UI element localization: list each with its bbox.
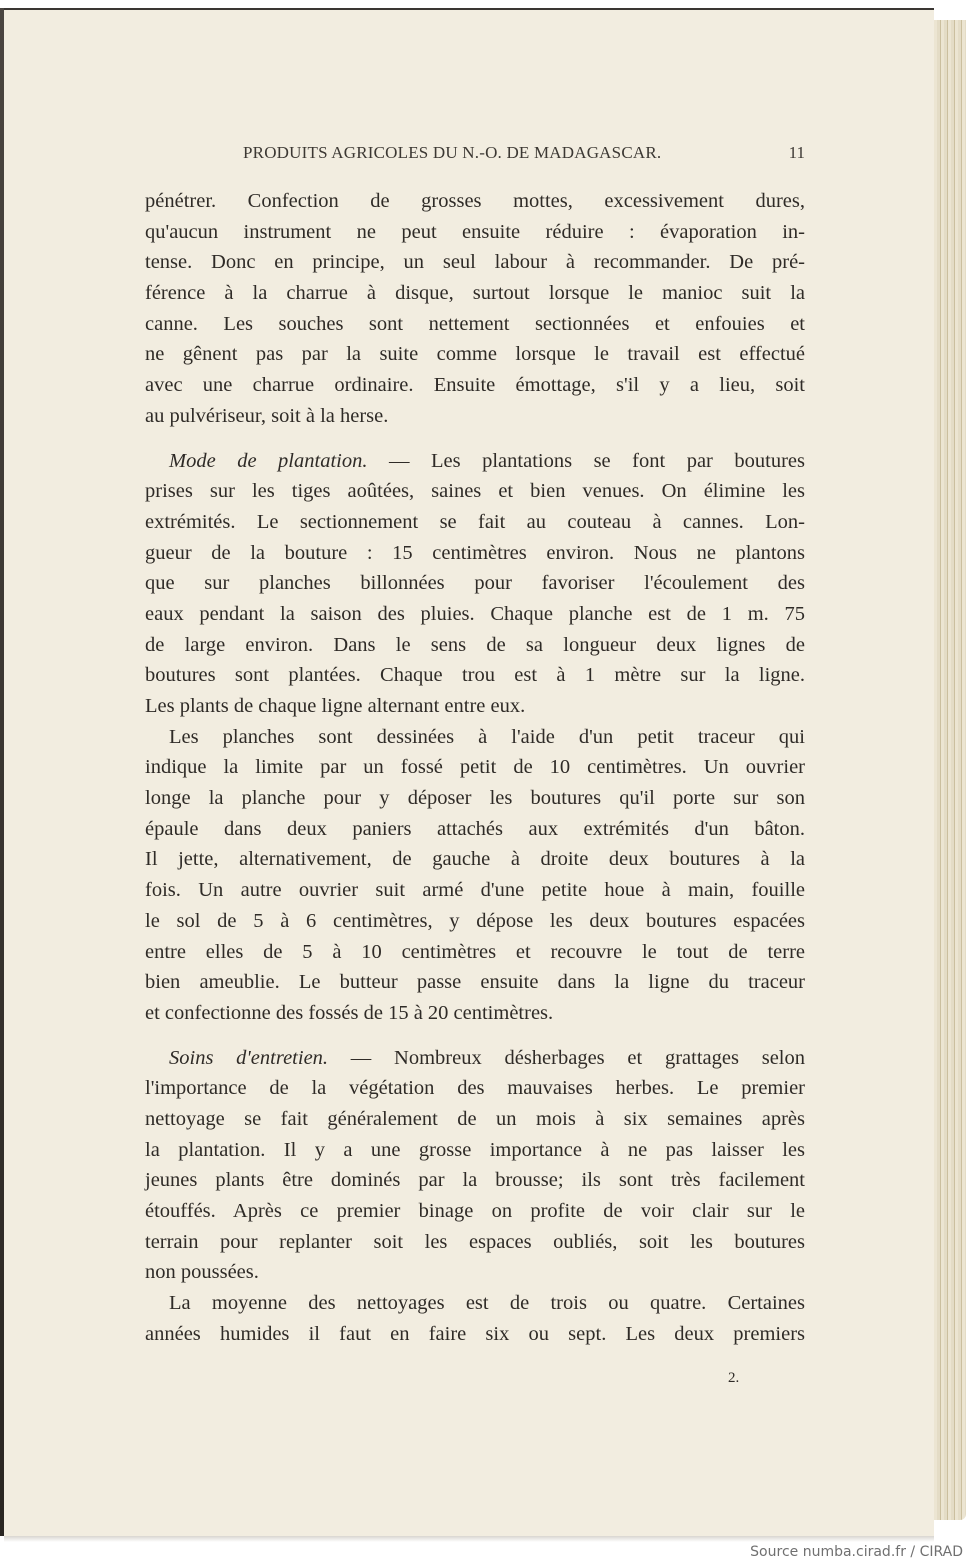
- section-heading: Soins d'entretien.: [169, 1046, 329, 1069]
- line-text: — Les plantations se font par boutures: [367, 449, 805, 472]
- text-line: Les planches sont dessinées à l'aide d'un petit traceur qui: [169, 725, 805, 748]
- text-line: étouffés. Après ce premier binage on profite de voir clair sur le: [145, 1200, 805, 1222]
- running-header: [145, 143, 805, 167]
- text-line: férence à la charrue à disque, surtout lorsque le manioc suit la: [145, 282, 805, 305]
- text-line: années humides il faut en faire six ou sept. Les deux premiers: [145, 1322, 805, 1345]
- paragraph: [145, 446, 805, 722]
- paragraph: [145, 722, 805, 1029]
- text-line: épaule dans deux paniers attachés aux extrémités d'un bâton.: [145, 817, 805, 840]
- text-line: ne gênent pas par la suite comme lorsque le travail est effectué: [145, 343, 805, 366]
- text-line: eaux pendant la saison des pluies. Chaque planche est de 1 m. 75: [145, 602, 805, 625]
- text-line: la plantation. Il y a une grosse importance à ne pas laisser les: [145, 1138, 805, 1161]
- text-line: bien ameublie. Le butteur passe ensuite dans la ligne du traceur: [145, 971, 805, 994]
- text-line: prises sur les tiges aoûtées, saines et bien venues. On élimine les: [145, 480, 805, 503]
- text-line: tense. Donc en principe, un seul labour à recommander. De pré-: [145, 251, 805, 274]
- text-line: fois. Un autre ouvrier suit armé d'une petite houe à main, fouille: [145, 879, 805, 902]
- text-line: que sur planches billonnées pour favoriser l'écoulement des: [145, 572, 805, 595]
- source-credit: Source numba.cirad.fr / CIRAD: [750, 1544, 963, 1560]
- paragraph: [145, 186, 805, 432]
- text-line: l'importance de la végétation des mauvaises herbes. Le premier: [145, 1077, 805, 1100]
- text-line: gueur de la bouture : 15 centimètres environ. Nous ne plantons: [145, 541, 805, 564]
- text-line: [145, 1043, 805, 1074]
- text-line: nettoyage se fait généralement de un mois à six semaines après: [145, 1107, 805, 1130]
- text-line: Il jette, alternativement, de gauche à droite deux boutures à la: [145, 848, 805, 871]
- text-line: entre elles de 5 à 10 centimètres et recouvre le tout de terre: [145, 940, 805, 963]
- text-line: avec une charrue ordinaire. Ensuite émottage, s'il y a lieu, soit: [145, 374, 805, 397]
- signature-mark: 2.: [728, 1370, 740, 1386]
- page-shadow: [4, 1536, 934, 1542]
- page-edges: [930, 20, 966, 1520]
- paragraph-gap: [145, 432, 805, 446]
- text-line: [145, 446, 805, 477]
- paragraph-gap: [145, 1029, 805, 1043]
- text-line: boutures sont plantées. Chaque trou est à 1 mètre sur la ligne.: [145, 664, 805, 687]
- text-line: Les plants de chaque ligne alternant entre eux.: [145, 695, 526, 717]
- text-line: qu'aucun instrument ne peut ensuite réduire : évaporation in-: [145, 220, 805, 243]
- text-line: terrain pour replanter soit les espaces oubliés, soit les boutures: [145, 1230, 805, 1253]
- paragraph: [145, 1043, 805, 1289]
- text-line: indique la limite par un fossé petit de 10 centimètres. Un ouvrier: [145, 756, 805, 779]
- text-line: canne. Les souches sont nettement sectionnées et enfouies et: [145, 312, 805, 335]
- text-line: non poussées.: [145, 1261, 259, 1284]
- section-heading: Mode de plantation.: [169, 449, 368, 472]
- text-line: La moyenne des nettoyages est de trois ou quatre. Certaines: [169, 1292, 805, 1315]
- running-title: PRODUITS AGRICOLES DU N.-O. DE MADAGASCAR.: [243, 143, 662, 162]
- text-line: et confectionne des fossés de 15 à 20 centimètres.: [145, 1001, 554, 1024]
- page-number: 11: [788, 143, 805, 162]
- text-line: de large environ. Dans le sens de sa longueur deux lignes de: [145, 633, 805, 656]
- text-line: jeunes plants être dominés par la brousse; ils sont très facilement: [145, 1169, 805, 1192]
- text-line: longe la planche pour y déposer les boutures qu'il porte sur son: [145, 787, 805, 810]
- text-line: pénétrer. Confection de grosses mottes, excessivement dures,: [145, 190, 805, 212]
- line-text: — Nombreux désherbages et grattages selon: [328, 1046, 805, 1069]
- text-line: le sol de 5 à 6 centimètres, y dépose les deux boutures espacées: [145, 909, 805, 932]
- text-line: extrémités. Le sectionnement se fait au couteau à cannes. Lon-: [145, 510, 805, 533]
- text-line: au pulvériseur, soit à la herse.: [145, 404, 389, 427]
- paragraph: [145, 1288, 805, 1349]
- body-text: [145, 186, 805, 1349]
